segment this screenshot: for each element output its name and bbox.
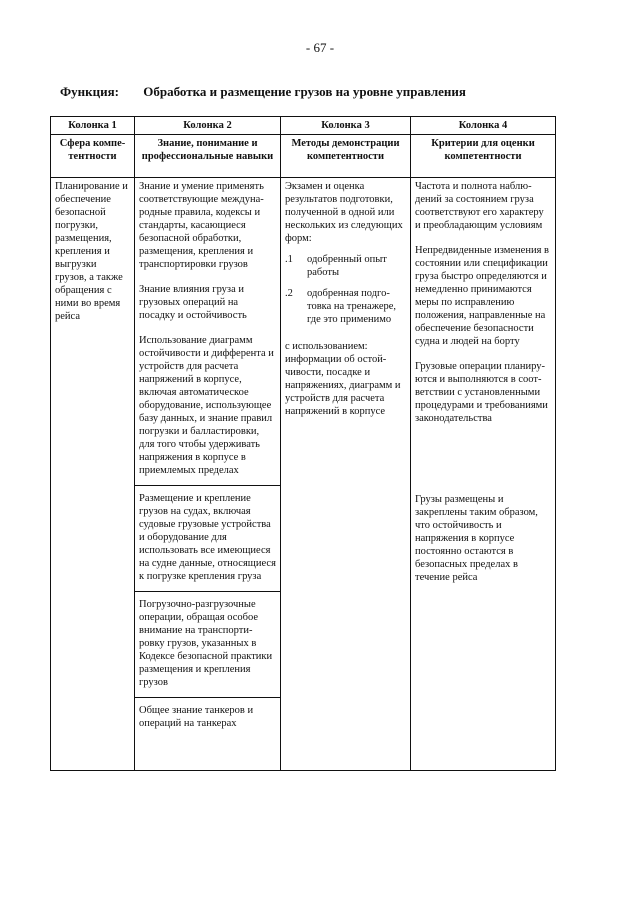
criteria-item: Непредвиденные изменения в состоянии или спецификации груза быстро определяются и немедленно принимаются меры по исправлению положения, направленные на обеспечение безопасности судна и людей на борту [415, 245, 549, 347]
column-title-row [51, 135, 556, 178]
knowledge-item: Погрузочно-разгрузочные операции, обращая особое внимание на транспорти-ровку грузов, указанных в Кодексе безопасной практики размещения и крепления грузов [139, 599, 273, 688]
page-number: - 67 - [305, 40, 335, 55]
list-text: одобренная подго-товка на тренажере, где это применимо [307, 288, 397, 325]
subheader-competence: Сфера компе-тентности [51, 135, 135, 178]
list-item [285, 287, 406, 326]
subheader-knowledge: Знание, понимание и профессиональные навыки [135, 135, 281, 178]
competence-table [50, 116, 556, 771]
criteria-item: Грузовые операции планиру-ются и выполняются в соот-ветствии с установленными процедурами и требованиями законодательства [415, 361, 548, 424]
knowledge-item: Знание влияния груза и грузовых операций на посадку и остойчивость [139, 284, 247, 321]
knowledge-item: Знание и умение применять соответствующие междуна-родные правила, кодексы и стандарты, касающиеся безопасной обработки, размещения, крепления и транспортировки грузов [139, 181, 264, 270]
list-item [285, 253, 406, 279]
cell-divider [135, 697, 280, 698]
function-title: Обработка и размещение грузов на уровне управления [143, 84, 466, 99]
cell-divider [135, 485, 280, 486]
knowledge-item: Размещение и крепление грузов на судах, включая судовые грузовые устройства и оборудование для использовать все имеющиеся на судне данные, относящиеся к погрузке крепления груза [139, 493, 276, 582]
subheader-criteria: Критерии для оценки компетентности [411, 135, 556, 178]
competence-cell [51, 178, 135, 771]
knowledge-cell [135, 178, 281, 771]
competence-text: Планирование и обеспечение безопасной погрузки, размещения, крепления и выгрузки грузов, а также обращения с ними во время рейса [55, 181, 128, 322]
methods-cell [281, 178, 411, 771]
cell-divider [135, 591, 280, 592]
criteria-cell [411, 178, 556, 771]
knowledge-item: Общее знание танкеров и операций на танкерах [139, 705, 254, 729]
criteria-item: Грузы размещены и закреплены таким образом, что остойчивость и напряжения в корпусе постоянно остаются в безопасных пределах в течение рейса [415, 494, 538, 583]
function-heading [60, 84, 466, 100]
list-number: .2 [285, 288, 293, 299]
column-header-4: Колонка 4 [411, 117, 556, 135]
knowledge-item: Использование диаграмм остойчивости и дифферента и устройств для расчета напряжений в корпусе, включая автоматическое оборудование, использующее базу данных, и знание правил погрузки и балластировки, для того чтобы удерживать напряжения в корпусе в приемлемых пределах [139, 335, 274, 476]
criteria-item: Частота и полнота наблю-дений за состоянием груза соответствуют его характеру и преобладающим условиям [415, 181, 544, 231]
column-header-1: Колонка 1 [51, 117, 135, 135]
column-number-row [51, 117, 556, 135]
list-number: .1 [285, 254, 293, 265]
methods-intro: Экзамен и оценка результатов подготовки, полученной в одной или нескольких из следующих форм: [285, 181, 403, 244]
function-label: Функция: [60, 84, 119, 99]
column-header-2: Колонка 2 [135, 117, 281, 135]
table-row [51, 178, 556, 771]
list-text: одобренный опыт работы [307, 254, 387, 278]
column-header-3: Колонка 3 [281, 117, 411, 135]
methods-outro: с использованием: информации об остой-чивости, посадке и напряжениях, диаграмм и устройств для расчета напряжений в корпусе [285, 341, 401, 417]
subheader-methods: Методы демонстрации компетентности [281, 135, 411, 178]
